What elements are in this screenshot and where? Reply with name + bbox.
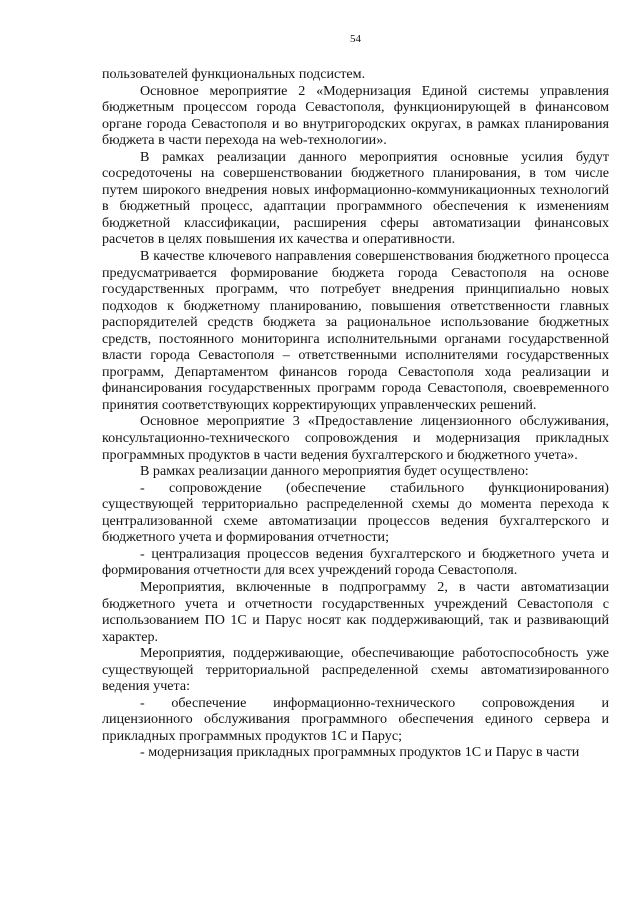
paragraph-key-direction: В качестве ключевого направления совершенствования бюджетного процесса предусматривается формирование бюджета города Севастополя на основе государственных программ, что потребует внедрения принципиально новых подходов к бюджетному планированию, повышения ответственности главных распорядителей средств бюджета за рациональное использование бюджетных средств, постоянного мониторинга исполнительными органами государственной власти города Севастополя – ответственными исполнителями государственных программ, Департаментом финансов города Севастополя хода реализации и финансирования государственных программ города Севастополя, своевременного принятия соответствующих корректирующих управленческих решений. (102, 248, 609, 413)
paragraph-main-activity-3: Основное мероприятие 3 «Предоставление лицензионного обслуживания, консультационно-технического сопровождения и модернизация прикладных программных продуктов в части ведения бухгалтерского и бюджетного учета». (102, 413, 609, 463)
paragraph-activity-2-efforts: В рамках реализации данного мероприятия основные усилия будут сосредоточены на совершенствовании бюджетного планирования, в том числе путем широкого внедрения новых информационно-коммуникационных технологий в бюджетный процесс, адаптации программного обеспечения к изменениям бюджетной классификации, расширения сферы автоматизации финансовых расчетов в целях повышения их качества и оперативности. (102, 148, 609, 248)
list-item-modernization: - модернизация прикладных программных продуктов 1С и Парус в части (140, 744, 580, 761)
paragraph-main-activity-2: Основное мероприятие 2 «Модернизация Единой системы управления бюджетным процессом города Севастополя, функционирующей в финансовом органе города Севастополя и во внутригородских округах, в рамках планирования бюджета в части перехода на web-технологии». (102, 82, 609, 149)
paragraph-subprogram-2: Мероприятия, включенные в подпрограмму 2, в части автоматизации бюджетного учета и отчетности государственных учреждений Севастополя с использованием ПО 1С и Парус носят как поддерживающий, так и развивающий характер. (102, 578, 609, 645)
list-item-support: - сопровождение (обеспечение стабильного функционирования) существующей территориально распределенной схемы до момента перехода к централизованной схеме автоматизации процессов ведения бухгалтерского и бюджетного учета и формирования отчетности; (102, 479, 609, 546)
list-item-it-support: - обеспечение информационно-технического сопровождения и лицензионного обслуживания программного обеспечения единого сервера и прикладных программных продуктов 1С и Парус; (102, 694, 609, 744)
list-item-centralization: - централизация процессов ведения бухгалтерского и бюджетного учета и формирования отчетности для всех учреждений города Севастополя. (102, 545, 609, 579)
body-text (102, 66, 609, 761)
paragraph-supporting-activities: Мероприятия, поддерживающие, обеспечивающие работоспособность уже существующей территориальной распределенной схемы автоматизированного ведения учета: (102, 645, 609, 695)
paragraph-continuation: пользователей функциональных подсистем. (102, 66, 366, 82)
page-number: 54 (350, 33, 361, 45)
paragraph-activity-3-intro: В рамках реализации данного мероприятия будет осуществлено: (140, 463, 529, 480)
